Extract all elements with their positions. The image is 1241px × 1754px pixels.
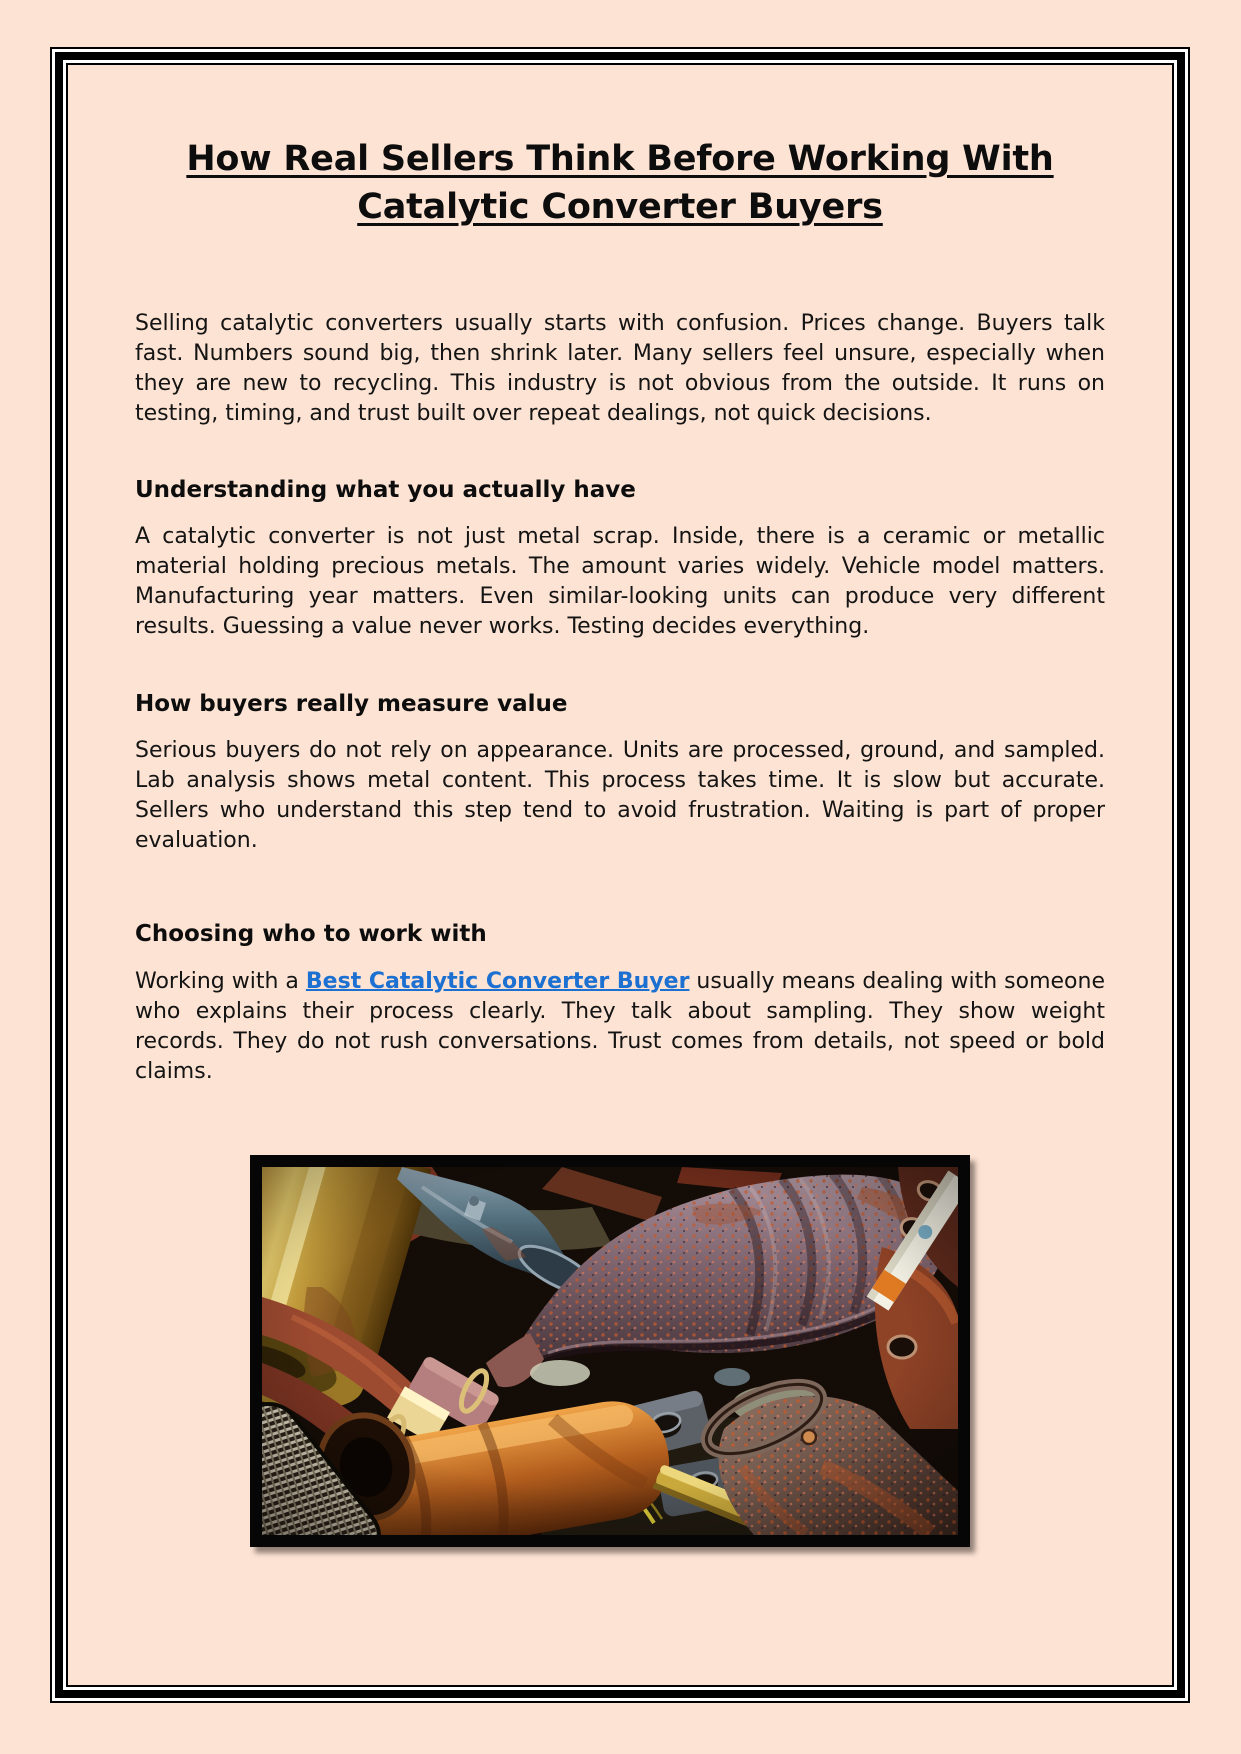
page-border-frame — [50, 47, 1190, 1703]
section-paragraph — [135, 967, 1105, 1087]
page-content-area — [66, 63, 1174, 1687]
section-measure-value — [135, 689, 1105, 856]
paragraph-text: usually means dealing with someone who explains their process clearly. They talk about sampling. They show weight records. They do not rush conversations. Trust comes from details, not speed or bold claims. — [135, 969, 1105, 1084]
section-heading: How buyers really measure value — [135, 691, 568, 717]
section-paragraph: A catalytic converter is not just metal scrap. Inside, there is a ceramic or metallic material holding precious metals. The amount varies widely. Vehicle model matters. Manufacturing year matters. Even similar-looking units can produce very different results. Guessing a value never works. Testing decides everything. — [135, 524, 1105, 639]
best-catalytic-converter-buyer-link[interactable]: Best Catalytic Converter Buyer — [305, 969, 690, 994]
section-paragraph: Serious buyers do not rely on appearance. Units are processed, ground, and sampled. Lab analysis shows metal content. This process takes time. It is slow but accurate. Sellers who understand this step tend to avoid frustration. Waiting is part of proper evaluation. — [135, 738, 1105, 853]
catalytic-converters-photo — [250, 1155, 970, 1547]
section-heading: Understanding what you actually have — [135, 477, 636, 503]
page-title: How Real Sellers Think Before Working With Catalytic Converter Buyers — [186, 139, 1054, 227]
catalytic-converters-illustration — [262, 1167, 958, 1535]
intro-paragraph: Selling catalytic converters usually starts with confusion. Prices change. Buyers talk fast. Numbers sound big, then shrink later. Many sellers feel unsure, especially when they are new to recycling. This industry is not obvious from the outside. It runs on testing, timing, and trust built over repeat dealings, not quick decisions. — [135, 311, 1105, 426]
page-border-frame-middle — [55, 52, 1185, 1698]
paragraph-text: Working with a — [135, 969, 306, 994]
section-heading: Choosing who to work with — [135, 921, 487, 947]
section-choosing — [135, 919, 1105, 1087]
section-understanding — [135, 475, 1105, 642]
